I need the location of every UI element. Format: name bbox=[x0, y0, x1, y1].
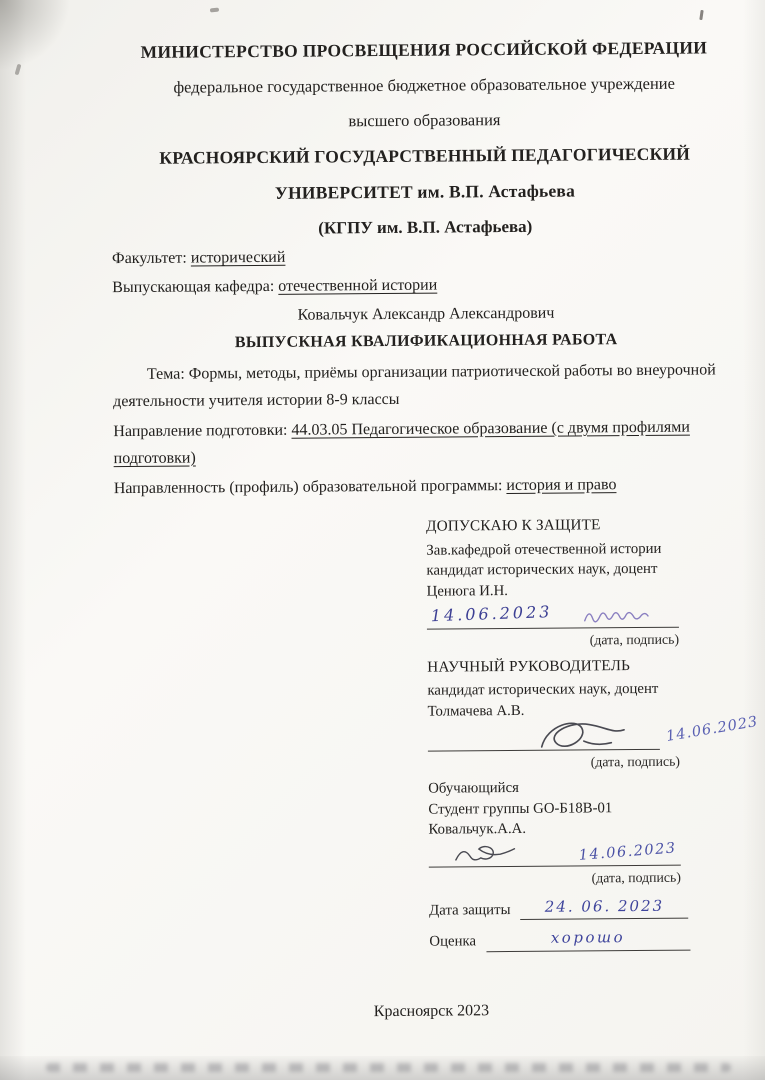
head-signature-line bbox=[427, 602, 679, 629]
department-label: Выпускающая кафедра: bbox=[112, 277, 275, 297]
student-date-handwritten: 14.06.2023 bbox=[578, 840, 678, 864]
head-signature-icon bbox=[579, 603, 667, 630]
defense-date-line bbox=[520, 895, 688, 920]
scan-noise-strip bbox=[46, 1063, 731, 1072]
university-abbreviation: (КГПУ им. В.П. Астафьева) bbox=[318, 216, 533, 238]
university-name-line1: КРАСНОЯРСКИЙ ГОСУДАРСТВЕННЫЙ ПЕДАГОГИЧЕСКИЙ bbox=[159, 143, 691, 168]
admit-to-defense-title: ДОПУСКАЮ К ЗАЩИТЕ bbox=[426, 516, 601, 536]
education-level-line: высшего образования bbox=[348, 110, 501, 131]
supervisor-name: Толмачева А.В. bbox=[427, 702, 525, 720]
student-name: Ковальчук.А.А. bbox=[428, 821, 527, 839]
head-date-handwritten: 14.06.2023 bbox=[430, 602, 553, 626]
institution-line: федеральное государственное бюджетное образовательное учреждение bbox=[173, 73, 675, 97]
grade-handwritten: хорошо bbox=[550, 928, 626, 947]
defense-date-handwritten: 24. 06. 2023 bbox=[544, 896, 665, 916]
faculty-label: Факультет: bbox=[111, 249, 187, 268]
profile-paragraph bbox=[114, 471, 741, 503]
department-field bbox=[112, 274, 739, 297]
work-type-title: ВЫПУСКНАЯ КВАЛИФИКАЦИОННАЯ РАБОТА bbox=[234, 331, 618, 352]
student-date-sign-caption: (дата, подпись) bbox=[591, 869, 681, 886]
approval-block bbox=[426, 514, 760, 953]
department-value: отечественной истории bbox=[278, 276, 438, 295]
grade-row bbox=[429, 927, 729, 953]
supervisor-date-sign-caption: (дата, подпись) bbox=[590, 753, 681, 770]
supervisor-signature-icon bbox=[528, 715, 640, 760]
supervisor-title: НАУЧНЫЙ РУКОВОДИТЕЛЬ bbox=[427, 657, 631, 676]
topic-paragraph: Тема: Формы, методы, приёмы организации патриотической работы во внеурочной деятельности учителя истории 8-9 классы bbox=[113, 361, 716, 411]
student-group: Студент группы GO-Б18В-01 bbox=[428, 800, 613, 818]
faculty-field bbox=[112, 245, 739, 268]
head-name: Ценюга И.Н. bbox=[426, 583, 509, 600]
student-signature-line bbox=[429, 841, 681, 868]
direction-paragraph bbox=[113, 414, 740, 473]
head-date-sign-caption: (дата, подпись) bbox=[589, 631, 680, 648]
student-role: Обучающийся bbox=[428, 780, 519, 797]
supervisor-degree: кандидат исторических наук, доцент bbox=[427, 681, 659, 700]
profile-value: история и право bbox=[506, 475, 617, 494]
city-year-footer: Красноярск 2023 bbox=[373, 1002, 490, 1021]
direction-label: Направление подготовки: bbox=[113, 421, 288, 440]
direction-value: 44.03.05 Педагогическое образование (с двумя профилями подготовки) bbox=[113, 418, 690, 467]
grade-label: Оценка bbox=[429, 933, 477, 950]
ministry-line: МИНИСТЕРСТВО ПРОСВЕЩЕНИЯ РОССИЙСКОЙ ФЕДЕРАЦИИ bbox=[140, 37, 708, 62]
scan-edge-bottom bbox=[0, 1056, 765, 1080]
student-signature-icon bbox=[449, 841, 529, 870]
university-name-line2: УНИВЕРСИТЕТ им. В.П. Астафьева bbox=[274, 180, 576, 203]
grade-line bbox=[486, 927, 690, 952]
supervisor-date-handwritten: 14.06.2023 bbox=[665, 714, 760, 746]
supervisor-signature-line bbox=[428, 714, 760, 752]
head-position: Зав.кафедрой отечественной истории bbox=[426, 540, 662, 559]
profile-label: Направленность (профиль) образовательной программы: bbox=[113, 476, 503, 497]
head-degree: кандидат исторических наук, доцент bbox=[426, 561, 658, 580]
defense-date-row bbox=[429, 895, 729, 921]
author-name: Ковальчук Александр Александрович bbox=[297, 304, 555, 324]
faculty-value: исторический bbox=[190, 248, 286, 267]
defense-date-label: Дата защиты bbox=[429, 901, 511, 919]
